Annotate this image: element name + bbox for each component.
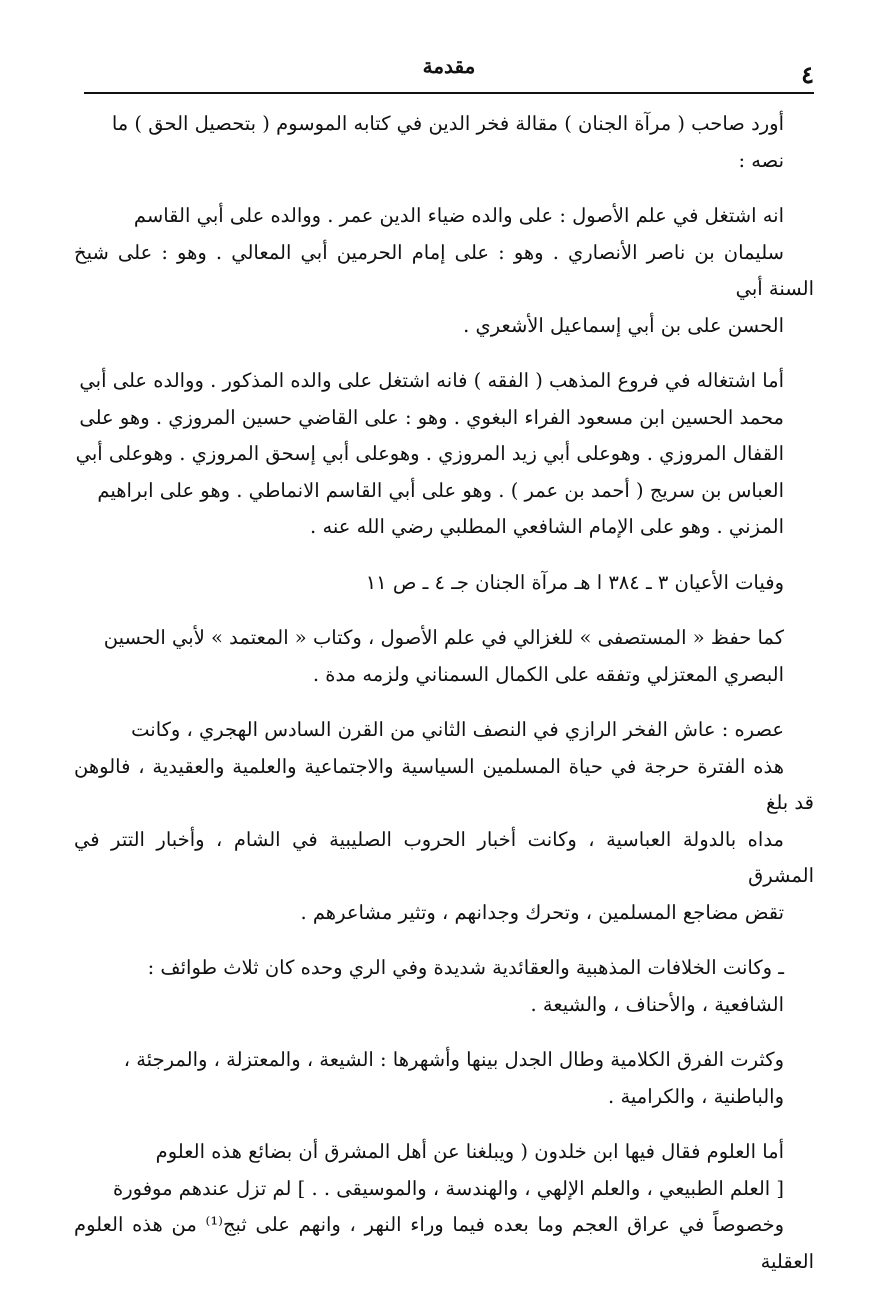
paragraph (74, 1042, 814, 1115)
paragraph (74, 620, 814, 693)
paragraph (74, 106, 814, 179)
text-line: الشافعية ، والأحناف ، والشيعة . (530, 992, 784, 1016)
paragraph (74, 363, 814, 546)
text-line: الحسن على بن أبي إسماعيل الأشعري . (463, 313, 784, 337)
text-line: كما حفظ « المستصفى » للغزالي في علم الأصول ، وكتاب « المعتمد » لأبي الحسين (103, 626, 784, 649)
text-line: سليمان بن ناصر الأنصاري . وهو : على إمام الحرمين أبي المعالي . وهو : على شيخ السنة أبي (74, 240, 814, 300)
header-rule (84, 92, 814, 94)
paragraph (74, 712, 814, 931)
page-body (74, 106, 814, 1299)
paragraph (74, 198, 814, 344)
text-line: وكثرت الفرق الكلامية وطال الجدل بينها وأشهرها : الشيعة ، والمعتزلة ، والمرجئة ، (123, 1048, 784, 1071)
text-line: [ العلم الطبيعي ، والعلم الإلهي ، والهندسة ، والموسيقى . . ] لم تزل عندهم موفورة (113, 1176, 784, 1200)
text-line: أما اشتغاله في فروع المذهب ( الفقه ) فانه اشتغل على والده المذكور . ووالده على أبي (79, 369, 784, 392)
page-number: ٤ (801, 60, 814, 89)
text-line: أما العلوم فقال فيها ابن خلدون ( ويبلغنا عن أهل المشرق أن بضائع هذه العلوم (155, 1140, 784, 1163)
text-line: نصه : (738, 148, 784, 172)
paragraph (74, 950, 814, 1023)
text-line: ـ وكانت الخلافات المذهبية والعقائدية شديدة وفي الري وحده كان ثلاث طوائف : (147, 956, 784, 979)
text-line: تقض مضاجع المسلمين ، وتحرك وجدانهم ، وتثير مشاعرهم . (300, 900, 784, 924)
text-line: مداه بالدولة العباسية ، وكانت أخبار الحروب الصليبية في الشام ، وأخبار التتر في المشرق (74, 827, 814, 887)
page-header (84, 50, 814, 100)
paragraph (74, 1134, 814, 1280)
text-line: المزني . وهو على الإمام الشافعي المطلبي رضي الله عنه . (310, 515, 784, 538)
text-line: انه اشتغل في علم الأصول : على والده ضياء الدين عمر . ووالده على أبي القاسم (133, 204, 784, 227)
paragraph (74, 565, 814, 602)
text-line: العباس بن سريج ( أحمد بن عمر ) . وهو على أبي القاسم الانماطي . وهو على ابراهيم (97, 478, 784, 502)
text-line: القفال المروزي . وهوعلى أبي زيد المروزي . وهوعلى أبي إسحق المروزي . وهوعلى أبي (75, 442, 784, 465)
text-line: والباطنية ، والكرامية . (608, 1084, 784, 1108)
text-line: محمد الحسين ابن مسعود الفراء البغوي . وهو : على القاضي حسين المروزي . وهو على (79, 405, 784, 429)
text-line: أورد صاحب ( مرآة الجنان ) مقالة فخر الدين في كتابه الموسوم ( بتحصيل الحق ) ما (111, 112, 784, 135)
text-line: هذه الفترة حرجة في حياة المسلمين السياسية والاجتماعية والعلمية والعقيدية ، فالوهن قد بلغ (74, 754, 814, 814)
running-title: مقدمة (422, 54, 476, 78)
text-line: البصري المعتزلي وتفقه على الكمال السمناني ولزمه مدة . (312, 662, 784, 686)
text-line: وفيات الأعيان ٣ ـ ٣٨٤ ا هـ مرآة الجنان جـ ٤ ـ ص ١١ (365, 570, 784, 594)
text-line: وخصوصاً في عراق العجم وما بعده فيما وراء النهر ، وانهم على ثبج⁽¹⁾ من هذه العلوم العقلية (74, 1213, 814, 1273)
text-line: عصره : عاش الفخر الرازي في النصف الثاني من القرن السادس الهجري ، وكانت (131, 718, 784, 741)
